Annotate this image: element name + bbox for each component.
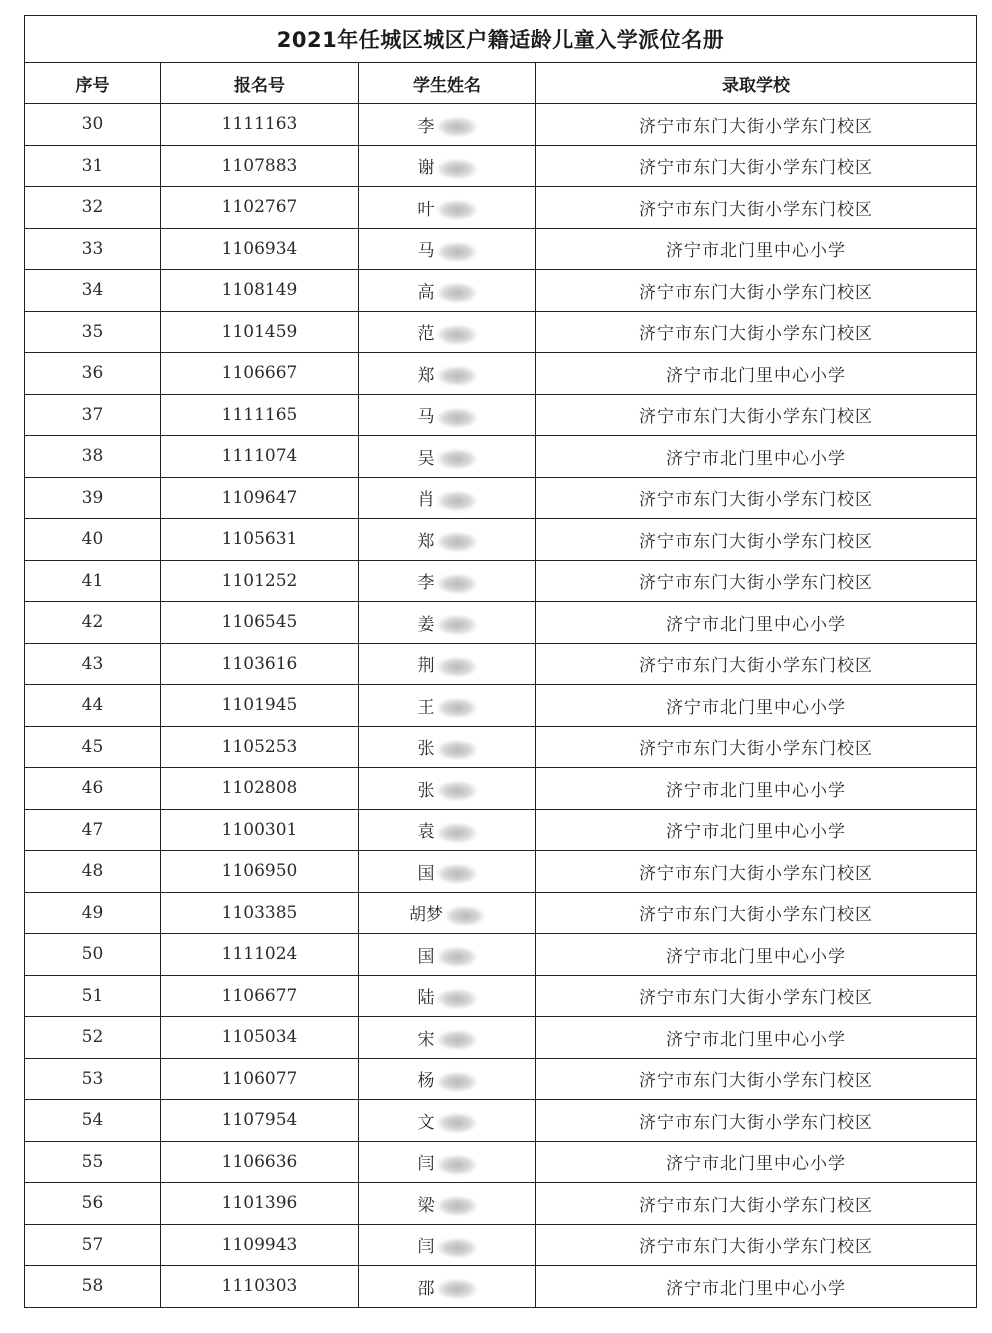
name-redaction-blur	[437, 615, 477, 635]
student-name-visible-part: 宋	[417, 1029, 435, 1050]
seq-cell: 37	[25, 394, 161, 436]
admitted-school-cell: 济宁市东门大街小学东门校区	[536, 519, 977, 561]
table-row	[25, 519, 977, 561]
registration-number-cell: 1105631	[161, 519, 359, 561]
student-name-visible-part: 梁	[417, 1195, 435, 1216]
student-name-cell	[359, 394, 536, 436]
seq-cell: 56	[25, 1183, 161, 1225]
student-name-cell	[359, 1266, 536, 1308]
table-row	[25, 768, 977, 810]
name-redaction-blur	[437, 1072, 477, 1092]
name-redaction-blur	[437, 532, 477, 552]
name-redaction-blur	[437, 491, 477, 511]
name-redaction-blur	[437, 242, 477, 262]
student-name-cell	[359, 1224, 536, 1266]
seq-cell: 53	[25, 1058, 161, 1100]
student-name-visible-part: 范	[417, 324, 435, 344]
seq-cell: 49	[25, 892, 161, 934]
admitted-school-cell: 济宁市北门里中心小学	[536, 685, 977, 727]
table-row	[25, 892, 977, 934]
student-name-cell	[359, 477, 536, 519]
registration-number-cell: 1111024	[161, 934, 359, 976]
admitted-school-cell: 济宁市东门大街小学东门校区	[536, 643, 977, 685]
table-row	[25, 104, 977, 146]
name-redaction-blur	[437, 449, 477, 469]
student-name-cell	[359, 519, 536, 561]
name-redaction-blur	[437, 740, 477, 760]
seq-cell: 33	[25, 228, 161, 270]
student-name-visible-part: 闫	[417, 1237, 435, 1257]
student-name-visible-part: 国	[417, 863, 435, 884]
name-redaction-blur	[437, 947, 477, 967]
seq-cell: 46	[25, 768, 161, 810]
registration-number-cell: 1105253	[161, 726, 359, 768]
registration-number-cell: 1109647	[161, 477, 359, 519]
name-redaction-blur	[437, 1279, 477, 1299]
student-name-visible-part: 李	[417, 573, 435, 593]
student-name-visible-part: 郑	[417, 365, 435, 386]
admitted-school-cell: 济宁市北门里中心小学	[536, 1141, 977, 1183]
registration-number-cell: 1101396	[161, 1183, 359, 1225]
seq-cell: 48	[25, 851, 161, 893]
registration-number-cell: 1111074	[161, 436, 359, 478]
student-name-visible-part: 姜	[417, 614, 435, 635]
table-row	[25, 145, 977, 187]
table-row	[25, 1183, 977, 1225]
table-row	[25, 1224, 977, 1266]
admitted-school-cell: 济宁市东门大街小学东门校区	[536, 560, 977, 602]
roster-title: 2021年任城区城区户籍适龄儿童入学派位名册	[25, 16, 977, 63]
admitted-school-cell: 济宁市东门大街小学东门校区	[536, 1100, 977, 1142]
student-name-cell	[359, 1017, 536, 1059]
table-row	[25, 643, 977, 685]
student-name-visible-part: 吴	[417, 448, 435, 469]
table-row	[25, 477, 977, 519]
student-name-cell	[359, 602, 536, 644]
registration-number-cell: 1106677	[161, 975, 359, 1017]
header-row	[25, 63, 977, 104]
registration-number-cell: 1106667	[161, 353, 359, 395]
seq-cell: 36	[25, 353, 161, 395]
enrollment-roster-table	[24, 15, 977, 1308]
table-row	[25, 851, 977, 893]
student-name-visible-part: 马	[417, 241, 435, 261]
seq-cell: 54	[25, 1100, 161, 1142]
admitted-school-cell: 济宁市东门大街小学东门校区	[536, 477, 977, 519]
admitted-school-cell: 济宁市东门大街小学东门校区	[536, 1058, 977, 1100]
admitted-school-cell: 济宁市东门大街小学东门校区	[536, 892, 977, 934]
student-name-cell	[359, 934, 536, 976]
registration-number-cell: 1111163	[161, 104, 359, 146]
student-name-visible-part: 谢	[417, 158, 435, 178]
table-row	[25, 809, 977, 851]
seq-cell: 47	[25, 809, 161, 851]
admitted-school-cell: 济宁市东门大街小学东门校区	[536, 187, 977, 229]
student-name-cell	[359, 104, 536, 146]
table-row	[25, 228, 977, 270]
registration-number-cell: 1107883	[161, 145, 359, 187]
name-redaction-blur	[437, 989, 477, 1009]
seq-cell: 51	[25, 975, 161, 1017]
name-redaction-blur	[437, 864, 477, 884]
title-row	[25, 16, 977, 63]
name-redaction-blur	[437, 574, 477, 594]
student-name-visible-part: 张	[417, 780, 435, 801]
registration-number-cell: 1101459	[161, 311, 359, 353]
seq-cell: 40	[25, 519, 161, 561]
registration-number-cell: 1101945	[161, 685, 359, 727]
student-name-cell	[359, 311, 536, 353]
student-name-visible-part: 张	[417, 739, 435, 759]
student-name-cell	[359, 685, 536, 727]
name-redaction-blur	[437, 200, 477, 220]
student-name-visible-part: 肖	[417, 490, 435, 510]
seq-cell: 32	[25, 187, 161, 229]
admitted-school-cell: 济宁市北门里中心小学	[536, 1017, 977, 1059]
table-row	[25, 685, 977, 727]
admitted-school-cell: 济宁市北门里中心小学	[536, 768, 977, 810]
name-redaction-blur	[437, 1155, 477, 1175]
registration-number-cell: 1106636	[161, 1141, 359, 1183]
name-redaction-blur	[445, 906, 485, 926]
seq-cell: 42	[25, 602, 161, 644]
student-name-cell	[359, 851, 536, 893]
table-row	[25, 934, 977, 976]
student-name-visible-part: 李	[417, 116, 435, 137]
registration-number-cell: 1109943	[161, 1224, 359, 1266]
name-redaction-blur	[437, 1113, 477, 1133]
registration-number-cell: 1101252	[161, 560, 359, 602]
name-redaction-blur	[437, 1196, 477, 1216]
student-name-cell	[359, 436, 536, 478]
header-school: 录取学校	[536, 63, 977, 104]
student-name-cell	[359, 1141, 536, 1183]
seq-cell: 38	[25, 436, 161, 478]
table-row	[25, 602, 977, 644]
registration-number-cell: 1106545	[161, 602, 359, 644]
admitted-school-cell: 济宁市东门大街小学东门校区	[536, 311, 977, 353]
student-name-cell	[359, 768, 536, 810]
name-redaction-blur	[437, 283, 477, 303]
student-name-cell	[359, 187, 536, 229]
student-name-cell	[359, 1183, 536, 1225]
name-redaction-blur	[437, 117, 477, 137]
student-name-cell	[359, 560, 536, 602]
student-name-visible-part: 杨	[417, 1071, 435, 1091]
admitted-school-cell: 济宁市北门里中心小学	[536, 353, 977, 395]
student-name-cell	[359, 809, 536, 851]
student-name-cell	[359, 975, 536, 1017]
admitted-school-cell: 济宁市北门里中心小学	[536, 228, 977, 270]
name-redaction-blur	[437, 1030, 477, 1050]
student-name-cell	[359, 270, 536, 312]
registration-number-cell: 1102767	[161, 187, 359, 229]
seq-cell: 34	[25, 270, 161, 312]
name-redaction-blur	[437, 1238, 477, 1258]
student-name-cell	[359, 1058, 536, 1100]
table-row	[25, 1017, 977, 1059]
seq-cell: 45	[25, 726, 161, 768]
admitted-school-cell: 济宁市东门大街小学东门校区	[536, 104, 977, 146]
seq-cell: 35	[25, 311, 161, 353]
admitted-school-cell: 济宁市东门大街小学东门校区	[536, 270, 977, 312]
table-row	[25, 1141, 977, 1183]
admitted-school-cell: 济宁市东门大街小学东门校区	[536, 1224, 977, 1266]
table-row	[25, 187, 977, 229]
registration-number-cell: 1106077	[161, 1058, 359, 1100]
name-redaction-blur	[437, 325, 477, 345]
student-name-cell	[359, 228, 536, 270]
student-name-cell	[359, 726, 536, 768]
student-name-visible-part: 王	[417, 697, 435, 718]
registration-number-cell: 1100301	[161, 809, 359, 851]
student-name-visible-part: 邵	[417, 1278, 435, 1299]
table-row	[25, 436, 977, 478]
student-name-visible-part: 闫	[417, 1154, 435, 1174]
header-reg: 报名号	[161, 63, 359, 104]
student-name-cell	[359, 145, 536, 187]
name-redaction-blur	[437, 698, 477, 718]
student-name-visible-part: 文	[417, 1112, 435, 1133]
admitted-school-cell: 济宁市东门大街小学东门校区	[536, 851, 977, 893]
table-row	[25, 726, 977, 768]
admitted-school-cell: 济宁市东门大街小学东门校区	[536, 726, 977, 768]
registration-number-cell: 1103616	[161, 643, 359, 685]
student-name-cell	[359, 353, 536, 395]
student-name-visible-part: 荆	[417, 656, 435, 676]
registration-number-cell: 1108149	[161, 270, 359, 312]
admitted-school-cell: 济宁市东门大街小学东门校区	[536, 1183, 977, 1225]
student-name-cell	[359, 643, 536, 685]
registration-number-cell: 1102808	[161, 768, 359, 810]
name-redaction-blur	[437, 366, 477, 386]
admitted-school-cell: 济宁市东门大街小学东门校区	[536, 975, 977, 1017]
table-row	[25, 1266, 977, 1308]
registration-number-cell: 1103385	[161, 892, 359, 934]
name-redaction-blur	[437, 781, 477, 801]
registration-number-cell: 1110303	[161, 1266, 359, 1308]
enrollment-roster-sheet	[24, 15, 976, 1308]
registration-number-cell: 1105034	[161, 1017, 359, 1059]
table-row	[25, 394, 977, 436]
student-name-visible-part: 胡梦	[409, 905, 443, 925]
header-seq: 序号	[25, 63, 161, 104]
seq-cell: 30	[25, 104, 161, 146]
table-row	[25, 1100, 977, 1142]
seq-cell: 55	[25, 1141, 161, 1183]
seq-cell: 44	[25, 685, 161, 727]
seq-cell: 39	[25, 477, 161, 519]
seq-cell: 58	[25, 1266, 161, 1308]
registration-number-cell: 1107954	[161, 1100, 359, 1142]
admitted-school-cell: 济宁市北门里中心小学	[536, 602, 977, 644]
seq-cell: 57	[25, 1224, 161, 1266]
admitted-school-cell: 济宁市北门里中心小学	[536, 934, 977, 976]
seq-cell: 50	[25, 934, 161, 976]
registration-number-cell: 1111165	[161, 394, 359, 436]
admitted-school-cell: 济宁市北门里中心小学	[536, 1266, 977, 1308]
table-row	[25, 1058, 977, 1100]
student-name-visible-part: 陆	[417, 988, 435, 1008]
table-row	[25, 560, 977, 602]
table-row	[25, 353, 977, 395]
student-name-cell	[359, 892, 536, 934]
name-redaction-blur	[437, 159, 477, 179]
admitted-school-cell: 济宁市北门里中心小学	[536, 809, 977, 851]
registration-number-cell: 1106950	[161, 851, 359, 893]
admitted-school-cell: 济宁市东门大街小学东门校区	[536, 394, 977, 436]
student-name-visible-part: 郑	[417, 531, 435, 552]
table-row	[25, 975, 977, 1017]
seq-cell: 43	[25, 643, 161, 685]
registration-number-cell: 1106934	[161, 228, 359, 270]
table-row	[25, 270, 977, 312]
student-name-visible-part: 袁	[417, 822, 435, 842]
name-redaction-blur	[437, 823, 477, 843]
student-name-visible-part: 高	[417, 282, 435, 303]
name-redaction-blur	[437, 657, 477, 677]
admitted-school-cell: 济宁市北门里中心小学	[536, 436, 977, 478]
seq-cell: 52	[25, 1017, 161, 1059]
student-name-cell	[359, 1100, 536, 1142]
student-name-visible-part: 叶	[417, 199, 435, 220]
header-name: 学生姓名	[359, 63, 536, 104]
seq-cell: 31	[25, 145, 161, 187]
student-name-visible-part: 国	[417, 946, 435, 967]
student-name-visible-part: 马	[417, 407, 435, 427]
admitted-school-cell: 济宁市东门大街小学东门校区	[536, 145, 977, 187]
table-row	[25, 311, 977, 353]
name-redaction-blur	[437, 408, 477, 428]
seq-cell: 41	[25, 560, 161, 602]
